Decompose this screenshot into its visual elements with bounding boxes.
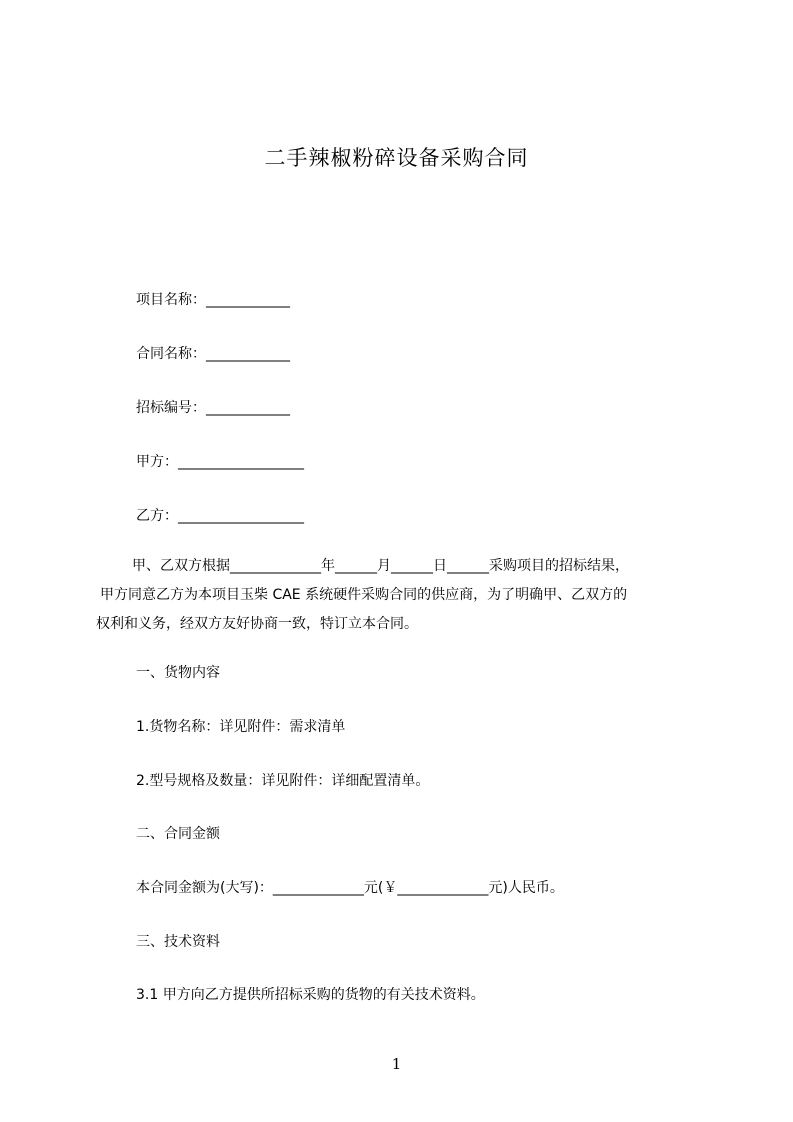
page-number: 1 <box>391 1055 402 1073</box>
section-2-heading: 二、合同金额 <box>136 826 220 842</box>
section-1-item-1: 1.货物名称：详见附件：需求清单 <box>136 719 346 735</box>
field-party-b: 乙方：__________________ <box>136 508 304 524</box>
field-contract-name: 合同名称：____________ <box>136 346 290 362</box>
intro-line-1: 甲、乙双方根据_____________年______月______日______采购项目的招标结果， <box>132 558 629 574</box>
intro-line-3: 权利和义务，经双方友好协商一致，特订立本合同。 <box>96 616 418 632</box>
section-1-heading: 一、货物内容 <box>136 665 220 681</box>
section-3-heading: 三、技术资料 <box>136 934 220 950</box>
section-2-text: 本合同金额为(大写)：_____________元(￥_____________元)人民币。 <box>136 880 564 896</box>
intro-paragraph <box>97 552 707 639</box>
section-1-item-2: 2.型号规格及数量：详见附件：详细配置清单。 <box>136 773 430 789</box>
intro-line-2: 甲方同意乙方为本项目玉柴 CAE 系统硬件采购合同的供应商，为了明确甲、乙双方的 <box>100 587 628 603</box>
field-party-a: 甲方：__________________ <box>136 454 304 470</box>
document-title: 二手辣椒粉碎设备采购合同 <box>264 146 529 170</box>
section-3-item-1: 3.1 甲方向乙方提供所招标采购的货物的有关技术资料。 <box>136 987 485 1003</box>
field-project-name: 项目名称：____________ <box>136 292 290 308</box>
field-bid-number: 招标编号：____________ <box>136 400 290 416</box>
